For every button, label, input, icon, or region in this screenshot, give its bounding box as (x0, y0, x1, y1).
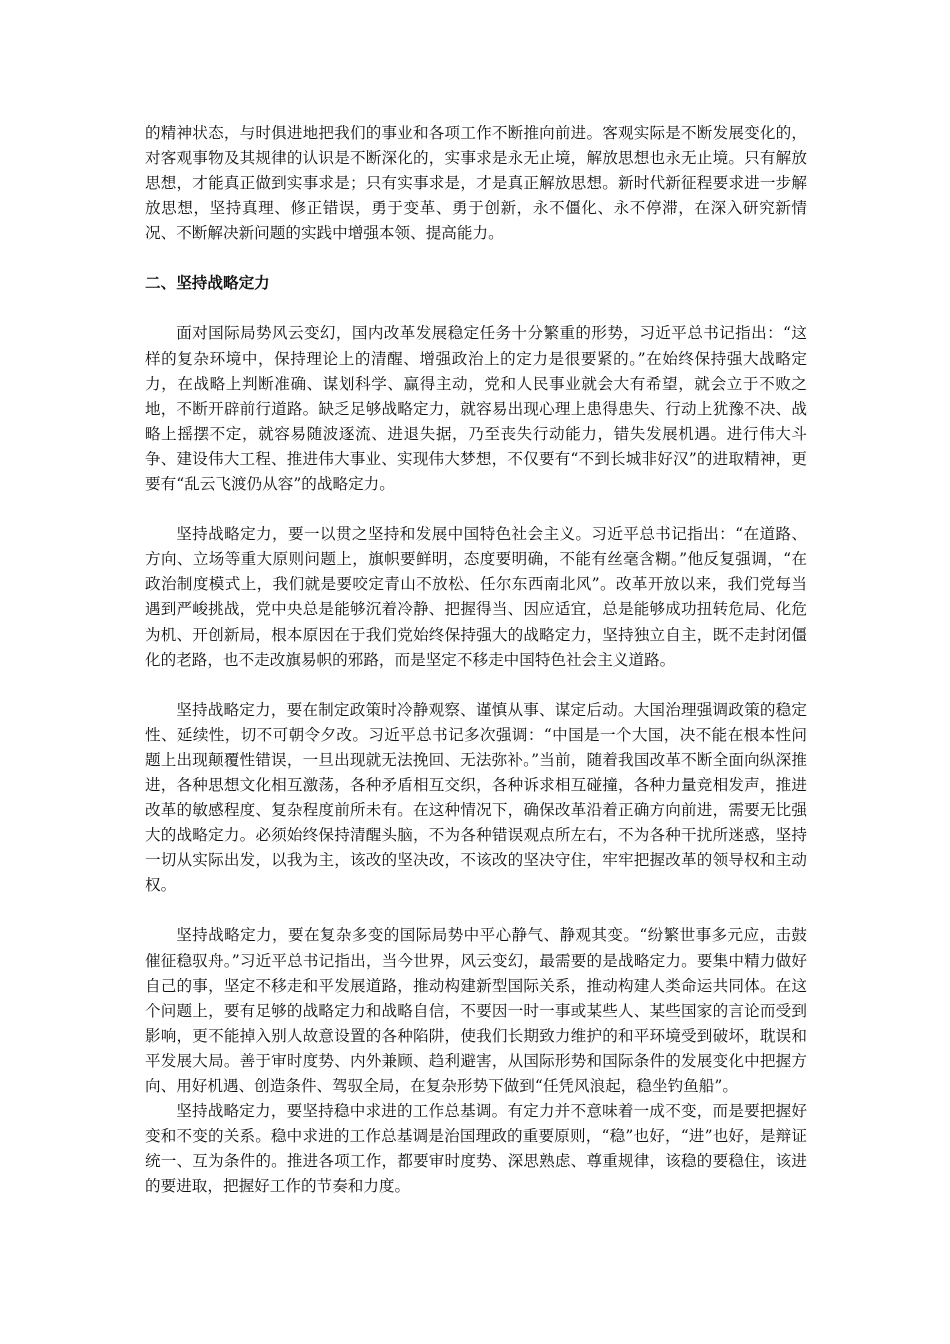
document-body (145, 121, 807, 1199)
paragraph-gap (145, 246, 807, 271)
paragraph-2: 坚持战略定力，要一以贯之坚持和发展中国特色社会主义。习近平总书记指出：“在道路、方向、立场等重大原则问题上，旗帜要鲜明，态度要明确，不能有丝毫含糊。”他反复强调，“在政治制度模式上，我们就是要咬定青山不放松、任尔东西南北风”。改革开放以来，我们党每当遇到严峻挑战，党中央总是能够沉着冷静、把握得当、因应适宜，总是能够成功扭转危局、化危为机、开创新局，根本原因在于我们党始终保持强大的战略定力，坚持独立自主，既不走封闭僵化的老路，也不走改旗易帜的邪路，而是坚定不移走中国特色社会主义道路。 (145, 525, 807, 669)
paragraph-continuation: 的精神状态，与时俱进地把我们的事业和各项工作不断推向前进。客观实际是不断发展变化的，对客观事物及其规律的认识是不断深化的，实事求是永无止境，解放思想也永无止境。只有解放思想，才能真正做到实事求是；只有实事求是，才是真正解放思想。新时代新征程要求进一步解放思想，坚持真理、修正错误，勇于变革、勇于创新，永不僵化、永不停滞，在深入研究新情况、不断解决新问题的实践中增强本领、提高能力。 (145, 124, 807, 243)
paragraph-gap (145, 898, 807, 923)
paragraph-gap (145, 673, 807, 698)
section-heading: 二、坚持战略定力 (145, 274, 270, 293)
paragraph-1: 面对国际局势风云变幻，国内改革发展稳定任务十分繁重的形势，习近平总书记指出：“这样的复杂环境中，保持理论上的清醒、增强政治上的定力是很要紧的。”在始终保持强大战略定力，在战略上判断准确、谋划科学、赢得主动，党和人民事业就会大有希望，就会立于不败之地，不断开辟前行道路。缺乏足够战略定力，就容易出现心理上患得患失、行动上犹豫不决、战略上摇摆不定，就容易随波逐流、进退失据，乃至丧失行动能力，错失发展机遇。进行伟大斗争、建设伟大工程、推进伟大事业、实现伟大梦想，不仅要有“不到长城非好汉”的进取精神，更要有“乱云飞渡仍从容”的战略定力。 (145, 324, 807, 494)
paragraph-gap (145, 296, 807, 321)
paragraph-5: 坚持战略定力，要坚持稳中求进的工作总基调。有定力并不意味着一成不变，而是要把握好变和不变的关系。稳中求进的工作总基调是治国理政的重要原则，“稳”也好，“进”也好，是辩证统一、互为条件的。推进各项工作，都要审时度势、深思熟虑、尊重规律，该稳的要稳住，该进的要进取，把握好工作的节奏和力度。 (145, 1102, 807, 1196)
paragraph-gap (145, 497, 807, 522)
paragraph-3: 坚持战略定力，要在制定政策时冷静观察、谨慎从事、谋定后动。大国治理强调政策的稳定性、延续性，切不可朝令夕改。习近平总书记多次强调：“中国是一个大国，决不能在根本性问题上出现颠覆性错误，一旦出现就无法挽回、无法弥补。”当前，随着我国改革不断全面向纵深推进，各种思想文化相互激荡，各种矛盾相互交织，各种诉求相互碰撞，各种力量竞相发声，推进改革的敏感程度、复杂程度前所未有。在这种情况下，确保改革沿着正确方向前进，需要无比强大的战略定力。必须始终保持清醒头脑，不为各种错误观点所左右，不为各种干扰所迷惑，坚持一切从实际出发，以我为主，该改的坚决改，不该改的坚决守住，牢牢把握改革的领导权和主动权。 (145, 700, 807, 895)
paragraph-4: 坚持战略定力，要在复杂多变的国际局势中平心静气、静观其变。“纷繁世事多元应，击鼓催征稳驭舟。”习近平总书记指出，当今世界，风云变幻，最需要的是战略定力。要集中精力做好自己的事，坚定不移走和平发展道路，推动构建新型国际关系，推动构建人类命运共同体。在这个问题上，要有足够的战略定力和战略自信，不要因一时一事或某些人、某些国家的言论而受到影响，更不能掉入别人故意设置的各种陷阱，使我们长期致力维护的和平环境受到破坏，耽误和平发展大局。善于审时度势、内外兼顾、趋利避害，从国际形势和国际条件的发展变化中把握方向、用好机遇、创造条件、驾驭全局，在复杂形势下做到“任凭风浪起，稳坐钓鱼船”。 (145, 926, 807, 1095)
